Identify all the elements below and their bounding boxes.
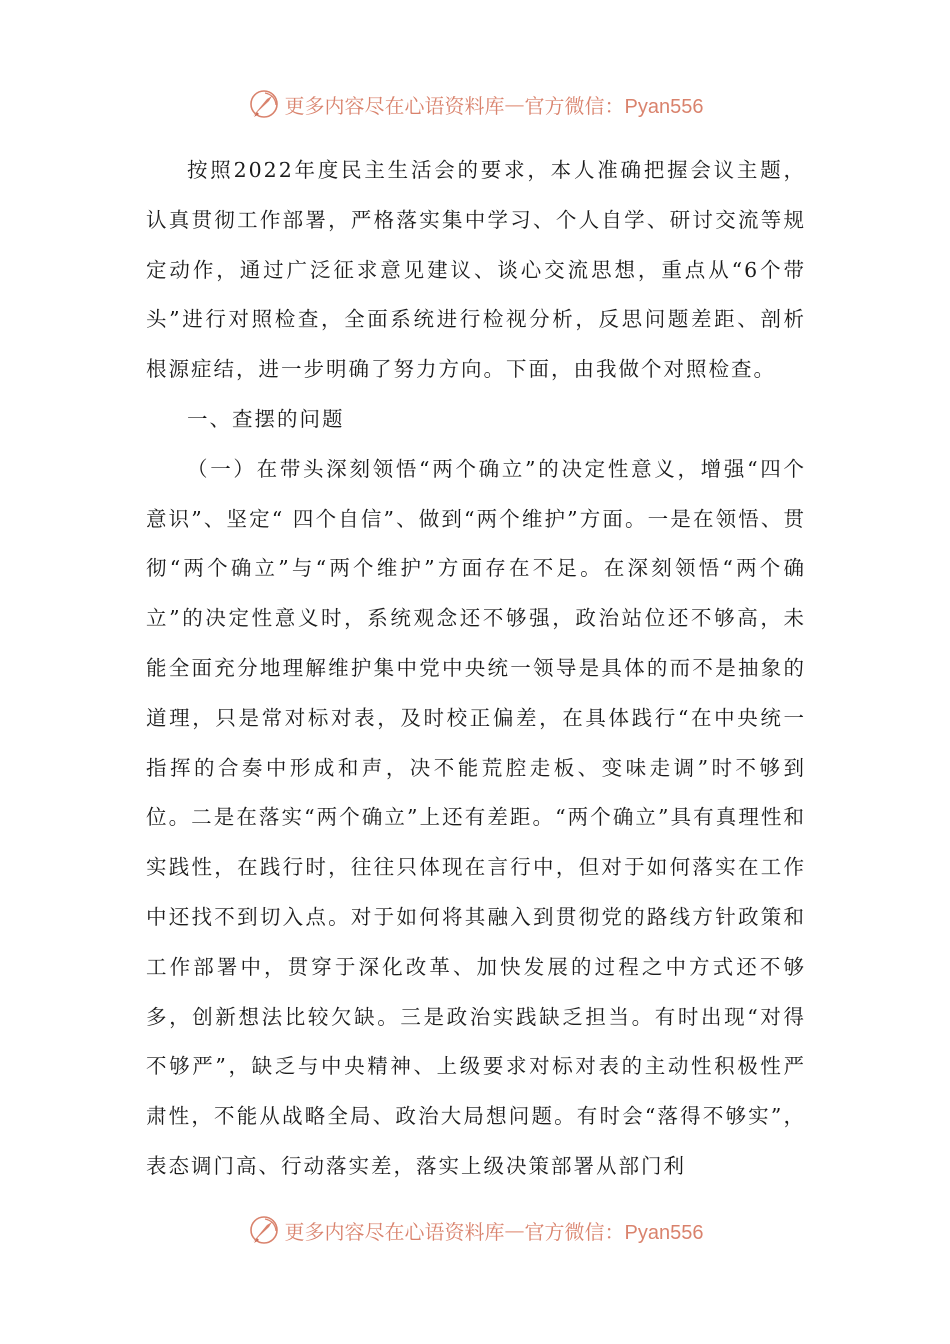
banner-title: 更多内容尽在心语资料库 [284, 93, 505, 118]
footer-watermark-banner [0, 1210, 950, 1250]
banner-separator: — [504, 92, 525, 116]
banner-wechat-handle: 官方微信：Pyan556 [524, 95, 704, 118]
banner-separator: — [504, 1218, 525, 1242]
document-body [146, 146, 806, 1192]
pen-nib-icon [247, 1213, 281, 1247]
body-paragraph: （一）在带头深刻领悟“两个确立”的决定性意义，增强“四个意识”、坚定“ 四个自信”、做到“两个维护”方面。一是在领悟、贯彻“两个确立”与“两个维护”方面存在不足。在深刻领悟“两个确立”的决定性意义时，系统观念还不够强，政治站位还不够高，未能全面充分地理解维护集中党中央统一领导是具体的而不是抽象的道理，只是常对标对表，及时校正偏差，在具体践行“在中央统一指挥的合奏中形成和声，决不能荒腔走板、变味走调”时不够到位。二是在落实“两个确立”上还有差距。“两个确立”具有真理性和实践性，在践行时，往往只体现在言行中，但对于如何落实在工作中还找不到切入点。对于如何将其融入到贯彻党的路线方针政策和工作部署中，贯穿于深化改革、加快发展的过程之中方式还不够多，创新想法比较欠缺。三是政治实践缺乏担当。有时出现“对得不够严”，缺乏与中央精神、上级要求对标对表的主动性积极性严肃性，不能从战略全局、政治大局想问题。有时会“落得不够实”，表态调门高、行动落实差，落实上级决策部署从部门利 [146, 456, 806, 1178]
banner-title: 更多内容尽在心语资料库 [284, 1219, 505, 1244]
intro-paragraph: 按照2022年度民主生活会的要求，本人准确把握会议主题，认真贯彻工作部署，严格落实集中学习、个人自学、研讨交流等规定动作，通过广泛征求意见建议、谈心交流思想，重点从“6个带头”进行对照检查，全面系统进行检视分析，反思问题差距、剖析根源症结，进一步明确了努力方向。下面，由我做个对照检查。 [146, 158, 806, 382]
header-watermark-banner [0, 84, 950, 124]
pen-nib-icon [247, 87, 281, 121]
section-heading: 一、查摆的问题 [187, 406, 345, 431]
banner-wechat-handle: 官方微信：Pyan556 [524, 1221, 704, 1244]
